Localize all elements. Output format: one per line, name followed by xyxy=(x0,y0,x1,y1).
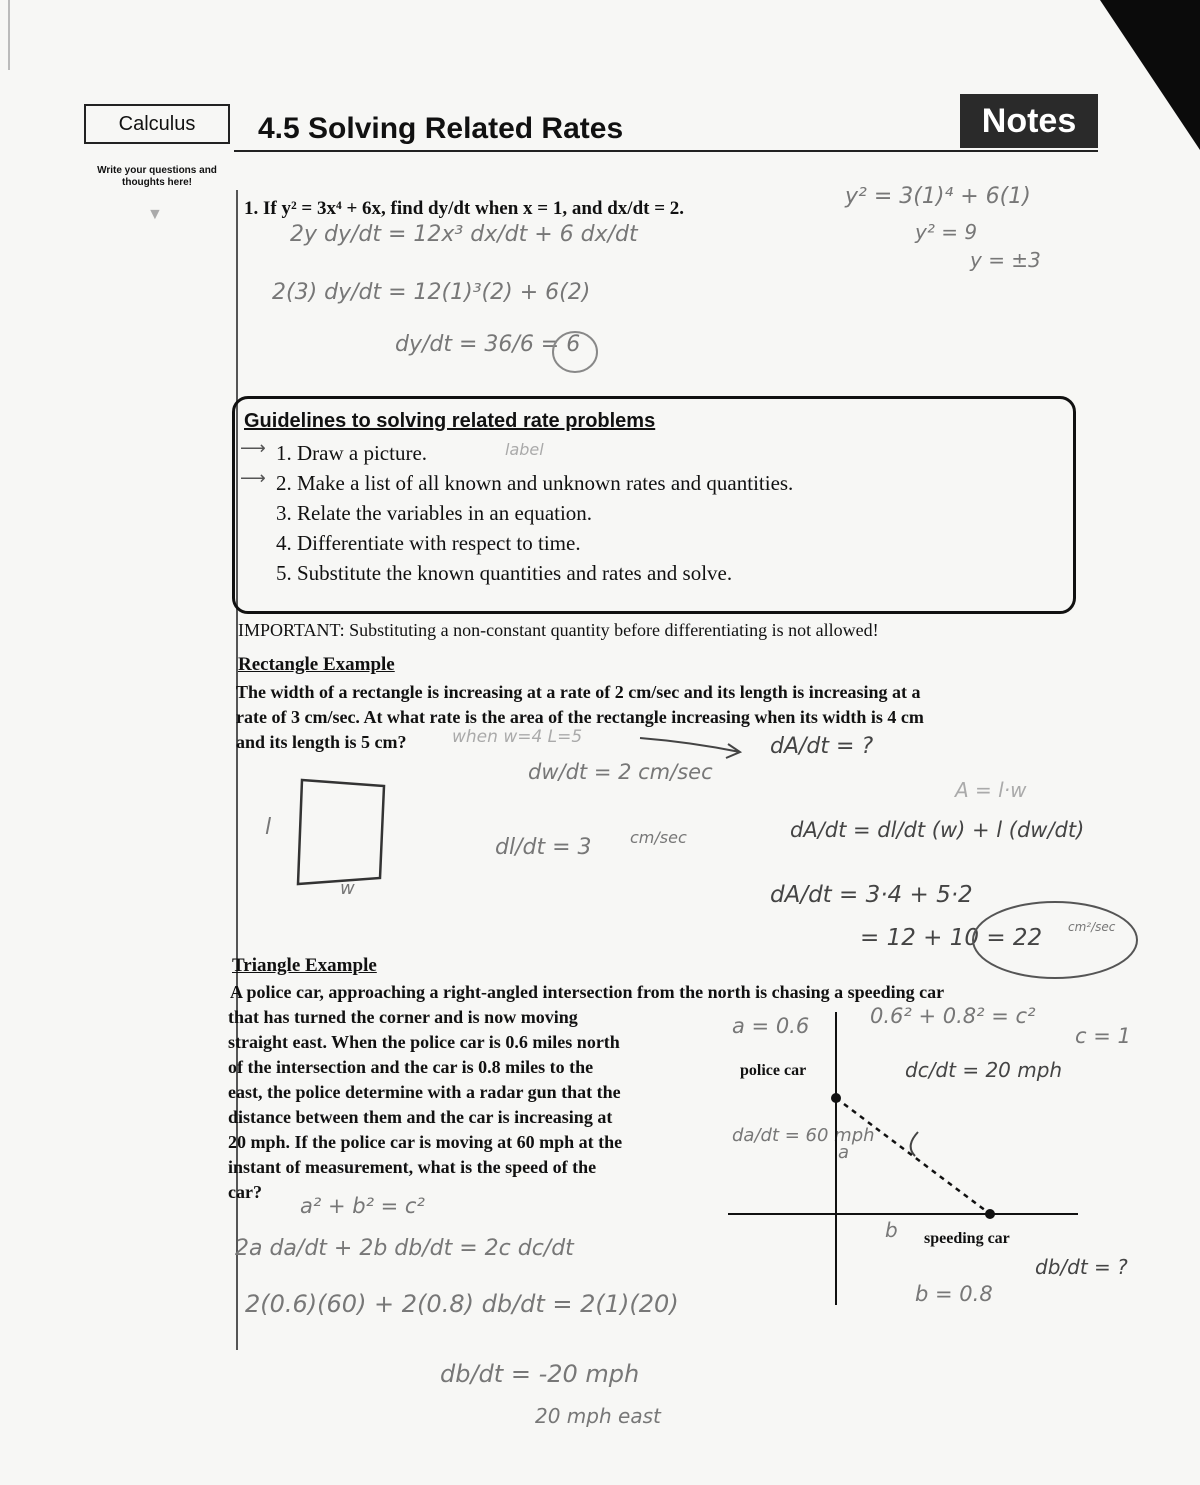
rectangle-derivative: dA/dt = dl/dt (w) + l (dw/dt) xyxy=(790,818,1085,842)
answer-circle xyxy=(553,332,597,372)
police-car-dot xyxy=(831,1093,841,1103)
triangle-b-value: b = 0.8 xyxy=(915,1282,993,1306)
triangle-c-value: c = 1 xyxy=(1075,1024,1131,1048)
rectangle-substitution: dA/dt = 3·4 + 5·2 xyxy=(770,882,973,908)
triangle-differentiated: 2a da/dt + 2b db/dt = 2c dc/dt xyxy=(235,1236,574,1261)
problem-1-side-work: y = ±3 xyxy=(970,248,1041,272)
rectangle-sketch xyxy=(298,780,384,884)
rectangle-arrow xyxy=(640,738,740,758)
rectangle-text-line: The width of a rectangle is increasing at a rate of 2 cm/sec and its length is increasing at a xyxy=(236,682,921,702)
problem-1-side-work: y² = 3(1)⁴ + 6(1) xyxy=(845,184,1031,209)
c-label xyxy=(911,1132,918,1156)
result-oval xyxy=(973,902,1137,978)
triangle-text-line: instant of measurement, what is the speed of the xyxy=(228,1157,597,1177)
triangle-text-line: distance between them and the car is increasing at xyxy=(228,1107,613,1127)
triangle-text-line: 20 mph. If the police car is moving at 60 mph at the xyxy=(228,1132,623,1152)
triangle-answer: db/dt = -20 mph xyxy=(440,1360,640,1388)
triangle-text-line: car? xyxy=(228,1182,262,1202)
margin-note: Write your questions and thoughts here! xyxy=(97,165,217,188)
arrow-mark-icon: ⟶ xyxy=(240,468,266,489)
triangle-text-line: east, the police determine with a radar gun that the xyxy=(228,1082,621,1102)
down-arrow-icon: ▼ xyxy=(147,206,163,223)
triangle-equation: a² + b² = c² xyxy=(300,1194,425,1218)
problem-1-work-line: 2y dy/dt = 12x³ dx/dt + 6 dx/dt xyxy=(290,222,638,247)
guideline-step: 2. Make a list of all known and unknown rates and quantities. xyxy=(276,471,794,495)
course-label: Calculus xyxy=(84,104,230,144)
guideline-step: 5. Substitute the known quantities and rates and solve. xyxy=(276,561,733,585)
guideline-step: 1. Draw a picture. xyxy=(276,441,428,465)
rectangle-text-line: and its length is 5 cm? xyxy=(236,732,407,752)
triangle-title: Triangle Example xyxy=(232,955,377,976)
guideline-step: 3. Relate the variables in an equation. xyxy=(276,501,593,525)
rectangle-known-rate: dw/dt = 2 cm/sec xyxy=(528,760,713,784)
rectangle-rate-unit: cm/sec xyxy=(630,828,687,847)
rectangle-when-note: when w=4 L=5 xyxy=(452,727,583,747)
problem-1-side-work: y² = 9 xyxy=(915,220,978,244)
rectangle-result: = 12 + 10 = 22 xyxy=(860,925,1043,951)
rectangle-text-line: rate of 3 cm/sec. At what rate is the area of the rectangle increasing when its width is 4 cm xyxy=(236,707,924,727)
rectangle-result-unit: cm²/sec xyxy=(1068,920,1116,934)
triangle-text-line: straight east. When the police car is 0.6 miles north xyxy=(228,1032,620,1052)
rectangle-unknown: dA/dt = ? xyxy=(770,734,874,759)
triangle-a-value: a = 0.6 xyxy=(732,1014,810,1038)
problem-1-work-line: 2(3) dy/dt = 12(1)³(2) + 6(2) xyxy=(272,280,591,305)
problem-1-work-line: dy/dt = 36/6 = 6 xyxy=(395,332,581,357)
triangle-text-line: of the intersection and the car is 0.8 miles to the xyxy=(228,1057,594,1077)
guideline-note: label xyxy=(505,440,544,459)
triangle-a-label: a xyxy=(838,1142,850,1163)
notes-badge: Notes xyxy=(960,94,1098,148)
triangle-da-rate: da/dt = 60 mph xyxy=(732,1125,875,1146)
arrow-mark-icon: ⟶ xyxy=(240,438,266,459)
rectangle-known-rate: dl/dt = 3 xyxy=(495,835,592,860)
triangle-text-line: that has turned the corner and is now moving xyxy=(228,1007,578,1027)
problem-1-text: 1. If y² = 3x⁴ + 6x, find dy/dt when x = 1, and dx/dt = 2. xyxy=(244,198,685,219)
triangle-db-unknown: db/dt = ? xyxy=(1035,1255,1128,1279)
triangle-text-first-line: A police car, approaching a right-angled intersection from the north is chasing a speeding car xyxy=(230,982,945,1002)
triangle-answer-note: 20 mph east xyxy=(535,1404,661,1428)
important-note: IMPORTANT: Substituting a non-constant quantity before differentiating is not allowed! xyxy=(238,620,879,640)
triangle-pythagoras-sub: 0.6² + 0.8² = c² xyxy=(870,1004,1036,1028)
guidelines-title: Guidelines to solving related rate problems xyxy=(244,410,656,432)
guideline-step: 4. Differentiate with respect to time. xyxy=(276,531,581,555)
triangle-dc-rate: dc/dt = 20 mph xyxy=(905,1058,1063,1082)
speeding-car-dot xyxy=(985,1209,995,1219)
distance-line xyxy=(836,1098,990,1214)
rectangle-label-w: w xyxy=(340,878,355,899)
page-title: 4.5 Solving Related Rates xyxy=(258,112,624,145)
police-car-label: police car xyxy=(740,1062,807,1079)
rectangle-label-l: l xyxy=(265,815,272,840)
rectangle-title: Rectangle Example xyxy=(238,654,395,675)
triangle-substitution: 2(0.6)(60) + 2(0.8) db/dt = 2(1)(20) xyxy=(245,1290,679,1318)
speeding-car-label: speeding car xyxy=(924,1230,1010,1247)
triangle-b-label: b xyxy=(885,1218,898,1242)
rectangle-area-formula: A = l·w xyxy=(955,778,1027,802)
